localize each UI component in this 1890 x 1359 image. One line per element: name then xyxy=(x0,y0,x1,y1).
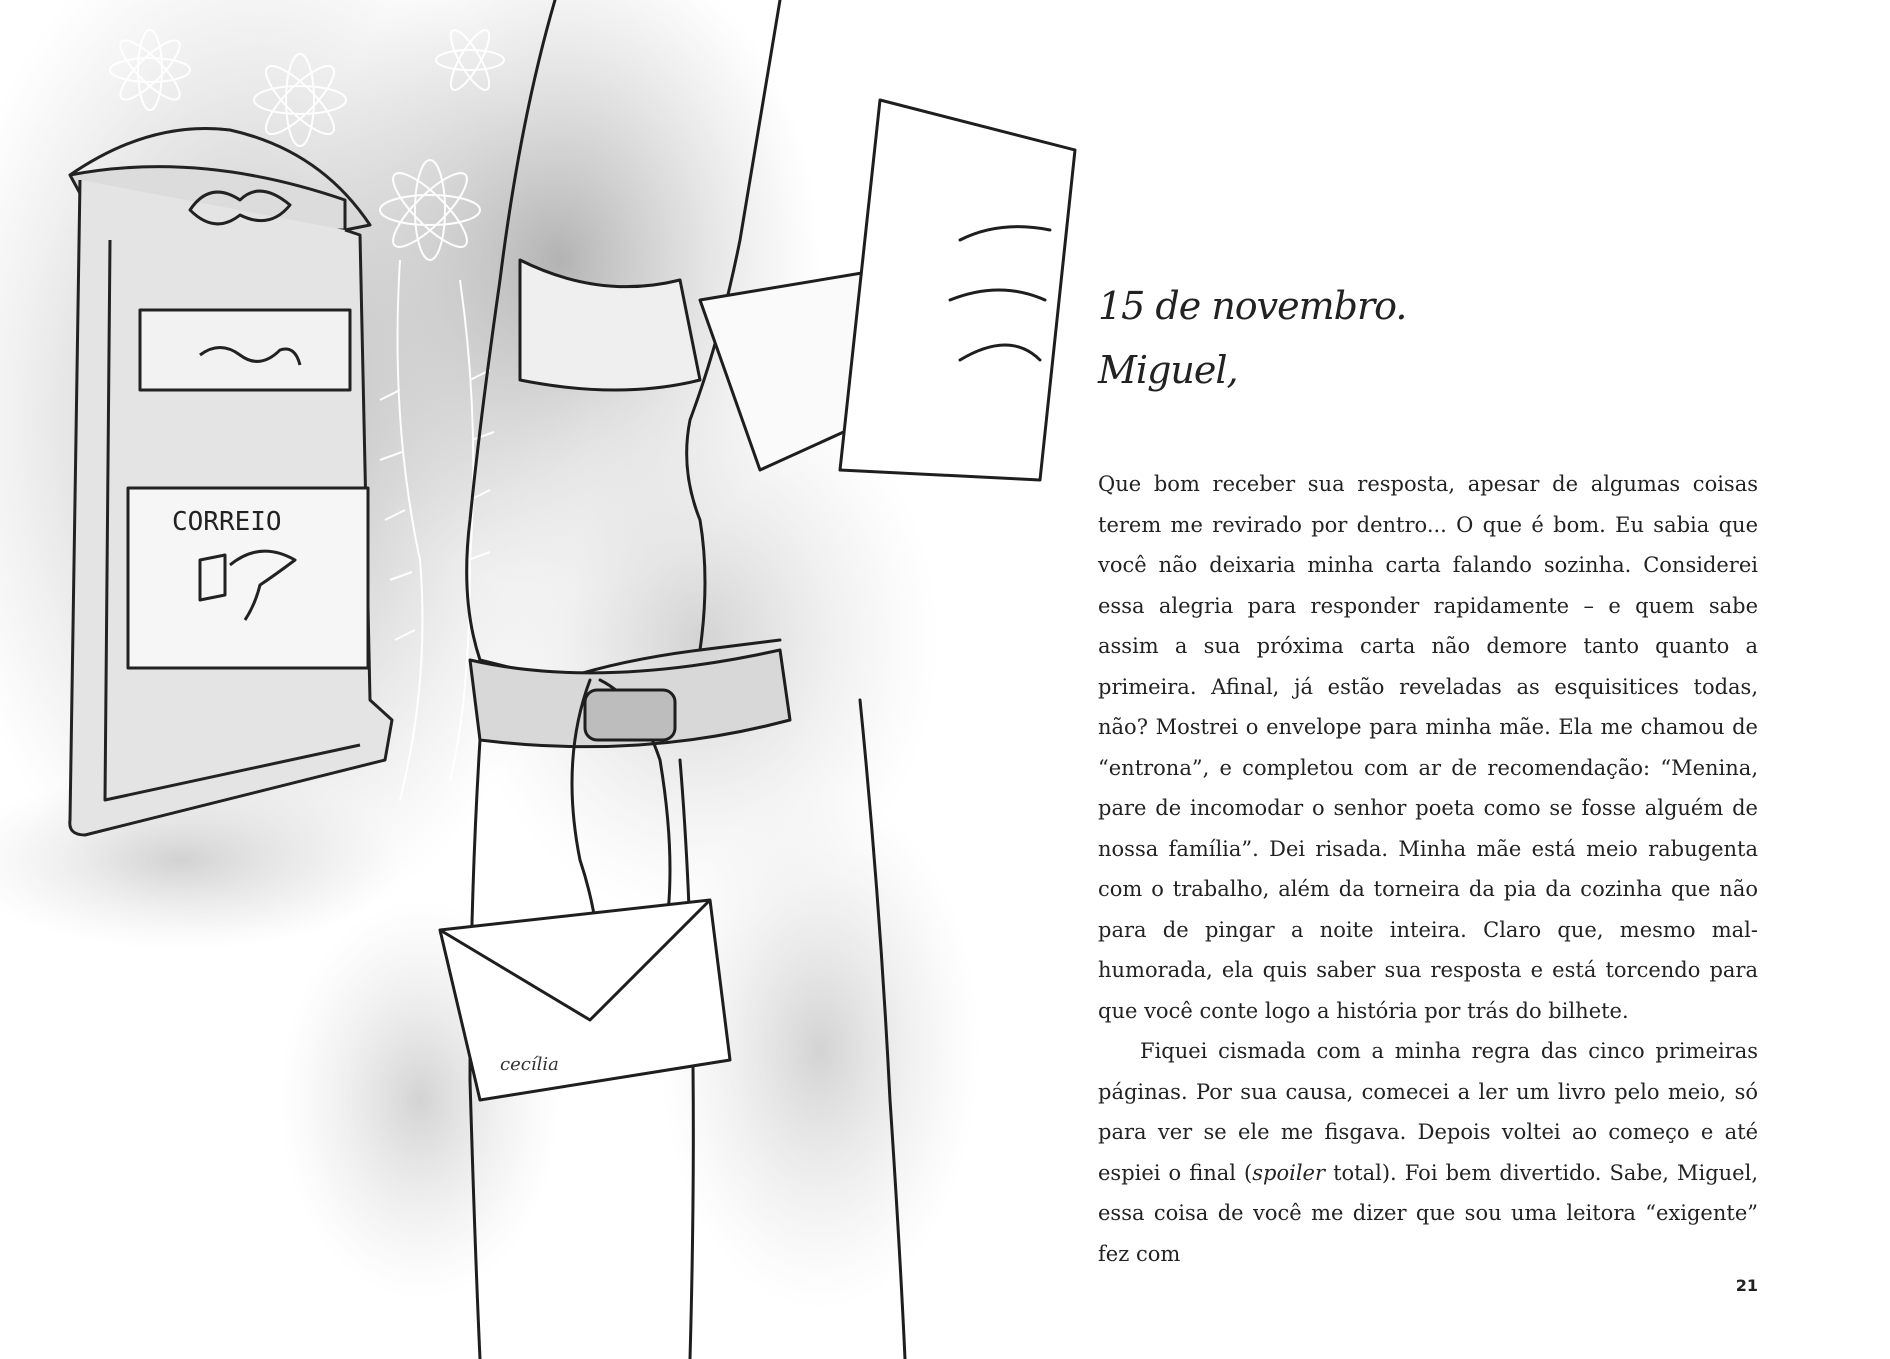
envelope-signature: cecília xyxy=(500,1054,559,1075)
mailbox xyxy=(70,128,392,835)
text-page xyxy=(1098,0,1758,1359)
page-number: 21 xyxy=(1735,1276,1758,1295)
paragraph-2-italic: spoiler xyxy=(1252,1160,1326,1185)
paragraph-2-start: Fiquei cismada com a minha regra das cinco primeiras páginas. Por sua causa, comecei a ler um livro pelo meio, só para ver se ele me fisgava. Depois voltei ao começo e até espiei o final ( xyxy=(1098,1039,1758,1185)
paragraph-1: Que bom receber sua resposta, apesar de algumas coisas terem me revirado por dentro... O que é bom. Eu sabia que você não deixaria minha carta falando sozinha. Considerei essa alegria para responder rapidamente – e quem sabe assim a sua próxima carta não demore tanto quanto a primeira. Afinal, já estão reveladas as esquisitices todas, não? Mostrei o envelope para minha mãe. Ela me chamou de “entrona”, e completou com ar de recomendação: “Menina, pare de incomodar o senhor poeta como se fosse alguém de nossa família”. Dei risada. Minha mãe está meio rabugenta com o trabalho, além da torneira da pia da cozinha que não para de pingar a noite inteira. Claro que, mesmo mal-humorada, ela quis saber sua resposta e está torcendo para que você conte logo a história por trás do bilhete. xyxy=(1098,472,1758,1023)
paragraph-2-end: total). Foi bem divertido. Sabe, Miguel, essa coisa de você me dizer que sou uma leitora “exigente” fez com xyxy=(1098,1160,1758,1266)
mailbox-sign-text: CORREIO xyxy=(172,507,282,537)
letter-body xyxy=(1098,464,1758,1274)
paragraph-2 xyxy=(1098,1031,1758,1274)
letter-salutation: Miguel, xyxy=(1098,348,1238,392)
letter-date: 15 de novembro. xyxy=(1098,284,1407,328)
